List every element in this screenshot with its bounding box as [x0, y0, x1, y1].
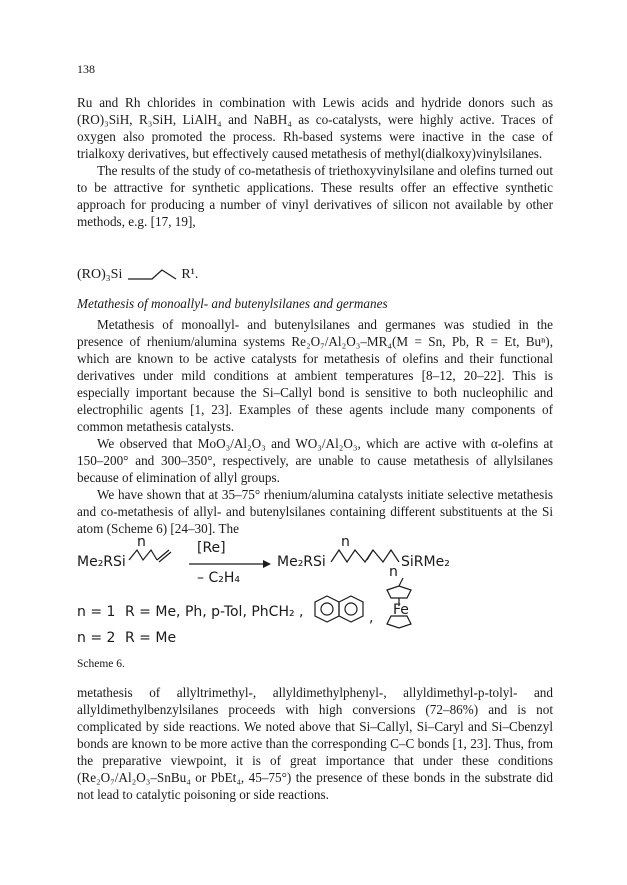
svg-text:,: ,: [369, 610, 374, 626]
paragraph-1: [77, 94, 553, 230]
catalyst-label: [Re]: [197, 540, 226, 556]
page-number: 138: [77, 62, 95, 76]
product-left-label: Me₂RSi: [277, 554, 326, 570]
paragraph-4-text: We observed that MoO₃/Al₂O₃ and WO₃/Al₂O₃, which are active with α-olefins at 150–200° and 300–350°, respectively, are unable to cause metathesis of allylsilanes because of elimination of allyl groups.: [77, 436, 553, 485]
section-heading: Metathesis of monoallyl- and butenylsilanes and germanes: [77, 296, 388, 311]
formula-right: R¹.: [181, 267, 199, 283]
paragraph-5-text: We have shown that at 35–75° rhenium/alumina catalysts initiate selective metathesis and co-metathesis of allyl- and butenylsilanes containing different substituents at the Si atom (Scheme 6) [24–30]. The: [77, 487, 553, 536]
product-chain-icon: [331, 550, 399, 562]
product-n-sub-left: n: [341, 536, 350, 550]
n1-label: n = 1: [77, 604, 116, 620]
product-n-sub-right: n: [389, 564, 398, 580]
formula-left: (RO)₃Si: [77, 267, 123, 283]
n2-substituents: R = Me: [125, 630, 177, 646]
reactant-label: Me₂RSi: [77, 554, 126, 570]
paragraph-6: [77, 684, 553, 803]
scheme-caption: Scheme 6.: [77, 658, 125, 670]
paragraph-3: [77, 316, 553, 537]
paragraph-3-text: Metathesis of monoallyl- and butenylsilanes and germanes was studied in the presence of rhenium/alumina systems Re₂O₇/Al₂O₃–MR₄(M = Sn, Pb, R = Et, Buⁿ), which are known to be active catalysts for metathesis of olefins and their functional derivatives under mild conditions at ambient temperatures [8–12, 20–22]. This is especially important because the Si–Callyl bond is sensitive to both nucleophilic and electrophilic agents [1, 23]. Examples of these agents include many components of common metathesis catalysts.: [77, 317, 553, 434]
paragraph-1-text: Ru and Rh chlorides in combination with Lewis acids and hydride donors such as (RO)₃SiH, R₃SiH, LiAlH₄ and NaBH₄ as co-catalysts, were highly active. Traces of oxygen also promoted the process. Rh-based systems were inactive in the case of trialkoxy derivatives, but effectively caused metathesis of methyl(dialkoxy)vinylsilanes.: [77, 95, 553, 161]
naphthyl-icon: [315, 596, 363, 622]
vinylsilane-formula: [77, 267, 198, 283]
vinyl-bond-icon: [126, 267, 178, 283]
byproduct-label: – C₂H₄: [197, 570, 240, 586]
n1-substituents: R = Me, Ph, p-Tol, PhCH₂ ,: [125, 604, 304, 620]
fe-label: Fe: [393, 602, 409, 618]
reactant-chain-icon: [129, 550, 157, 560]
product-right-label: SiRMe₂: [401, 554, 450, 570]
scheme-6-diagram: [77, 536, 597, 646]
n2-label: n = 2: [77, 630, 116, 646]
paragraph-2-text: The results of the study of co-metathesis of triethoxyvinylsilane and olefins turned out to be attractive for synthetic applications. These results offer an effective synthetic approach for producing a number of vinyl derivatives of silicon not available by other methods, e.g. [17, 19],: [77, 163, 553, 229]
reactant-n-sub: n: [137, 536, 146, 550]
paragraph-6-text: metathesis of allyltrimethyl-, allyldimethylphenyl-, allyldimethyl-p-tolyl- and allyldimethylbenzylsilanes proceeds with high conversions (72–86%) and is not complicated by side reactions. We noted above that Si–Callyl, Si–Caryl and Si–Cbenzyl bonds are known to be more active than the corresponding C–C bonds [1, 23]. Thus, from the preparative viewpoint, it is of great importance that under these conditions (Re₂O₇/Al₂O₃–SnBu₄ or PbEt₄, 45–75°) the presence of these bonds in the substrate did not lead to catalytic poisoning or side reactions.: [77, 685, 553, 802]
